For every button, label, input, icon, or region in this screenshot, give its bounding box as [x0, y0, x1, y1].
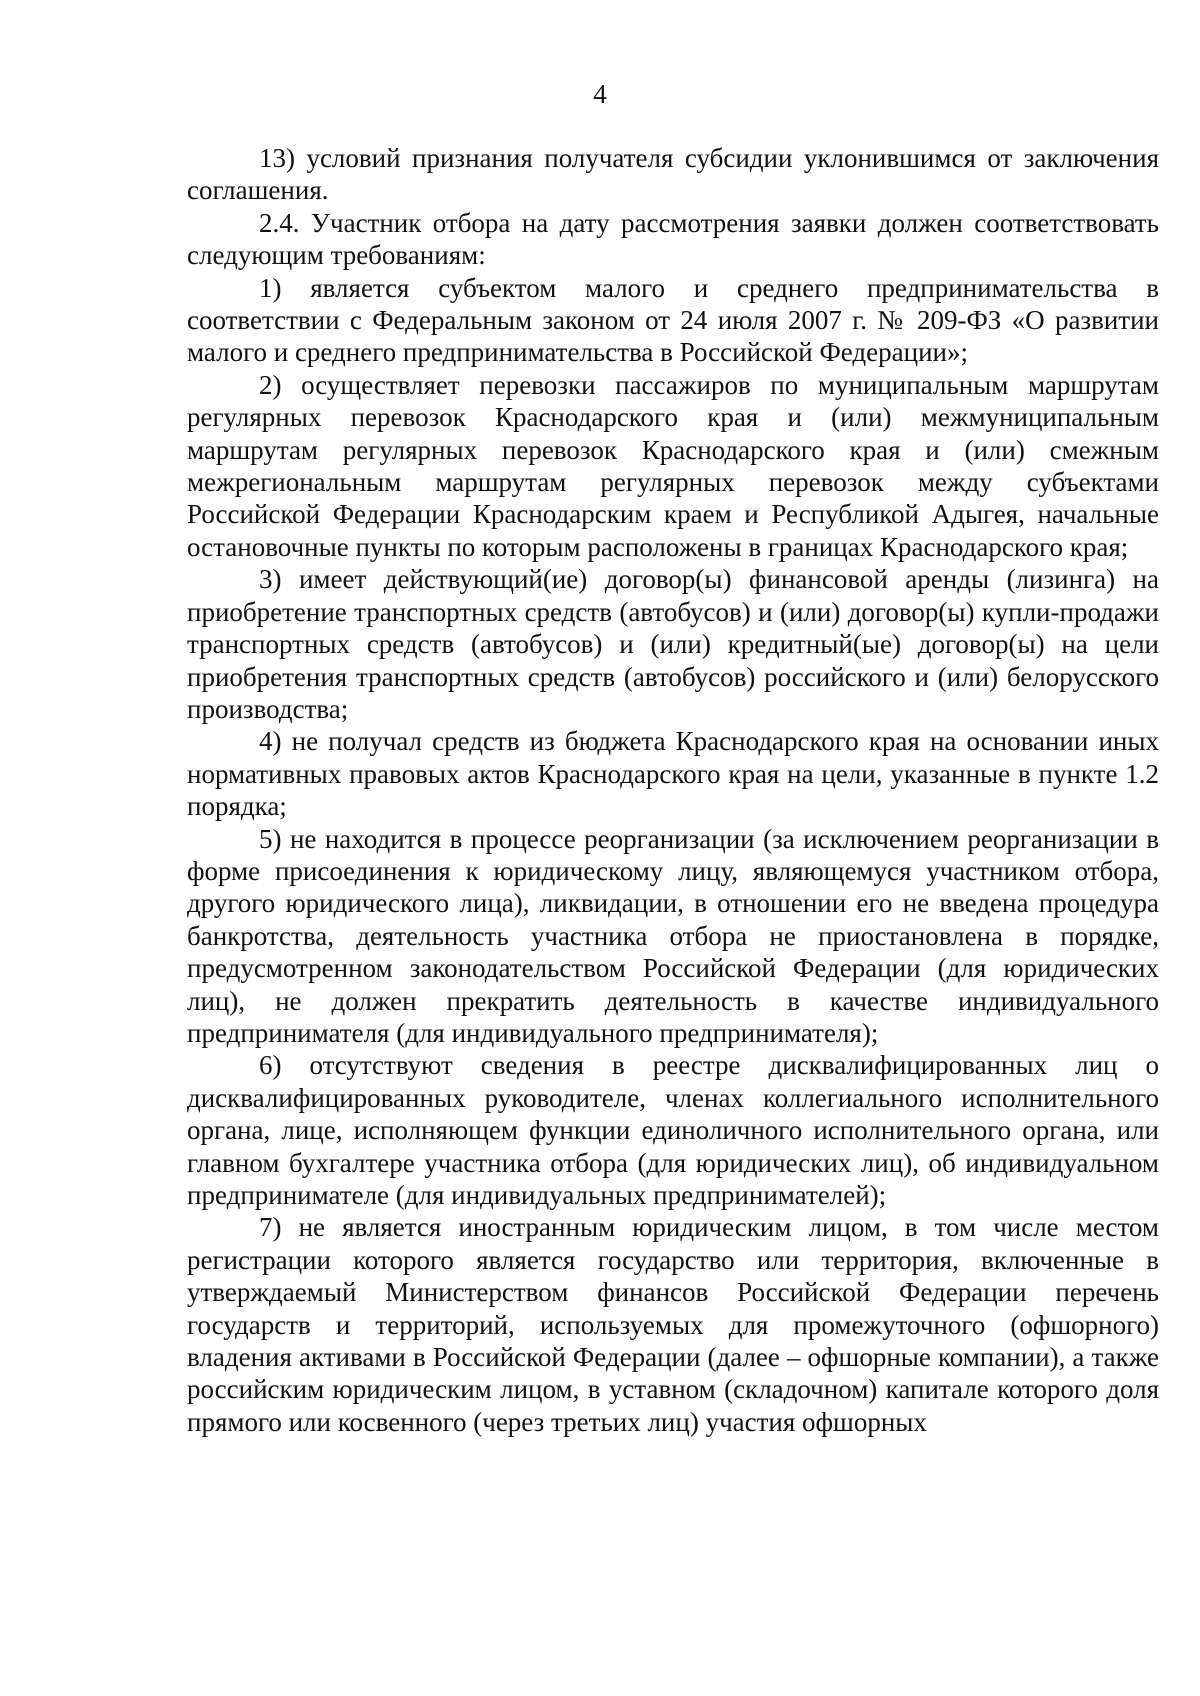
requirement-5-reorganization: 5) не находится в процессе реорганизации (за исключением реорганизации в форме присоединения к юридическому лицу, являющемуся участником отбора, другого юридического лица), ликвидации, в отношении его не введена процедура банкротства, деятельность участника отбора не приостановлена в порядке, предусмотренном законодательством Российской Федерации (для юридических лиц), не должен прекратить деятельность в качестве индивидуального предпринимателя (для индивидуального предпринимателя); — [187, 823, 1159, 1048]
page-number: 4 — [593, 79, 607, 109]
document-body — [187, 142, 1159, 1438]
requirement-1-sme: 1) является субъектом малого и среднего предпринимательства в соответствии с Федеральным законом от 24 июля 2007 г. № 209-ФЗ «О развитии малого и среднего предпринимательства в Российской Федерации»; — [187, 272, 1159, 368]
paragraph-2-4-requirements: 2.4. Участник отбора на дату рассмотрения заявки должен соответствовать следующим требованиям: — [187, 207, 1159, 271]
requirement-7-offshore: 7) не является иностранным юридическим лицом, в том числе местом регистрации которого является государство или территория, включенные в утверждаемый Министерством финансов Российской Федерации перечень государств и территорий, используемых для промежуточного (офшорного) владения активами в Российской Федерации (далее – офшорные компании), а также российским юридическим лицом, в уставном (складочном) капитале которого доля прямого или косвенного (через третьих лиц) участия офшорных — [187, 1212, 1159, 1437]
requirement-4-budget: 4) не получал средств из бюджета Краснодарского края на основании иных нормативных правовых актов Краснодарского края на цели, указанные в пункте 1.2 порядка; — [187, 726, 1159, 822]
paragraph-13-conditions: 13) условий признания получателя субсидии уклонившимся от заключения соглашения. — [187, 143, 1159, 206]
requirement-3-contracts: 3) имеет действующий(ие) договор(ы) финансовой аренды (лизинга) на приобретение транспортных средств (автобусов) и (или) договор(ы) купли-продажи транспортных средств (автобусов) и (или) кредитный(ые) договор(ы) на цели приобретения транспортных средств (автобусов) российского и (или) белорусского производства; — [187, 564, 1159, 724]
requirement-2-routes: 2) осуществляет перевозки пассажиров по муниципальным маршрутам регулярных перевозок Краснодарского края и (или) межмуниципальным маршрутам регулярных перевозок Краснодарского края и (или) смежным межрегиональным маршрутам регулярных перевозок между субъектами Российской Федерации Краснодарским краем и Республикой Адыгея, начальные остановочные пункты по которым расположены в границах Краснодарского края; — [187, 369, 1159, 562]
requirement-6-disqualified: 6) отсутствуют сведения в реестре дисквалифицированных лиц о дисквалифицированных руководителе, членах коллегиального исполнительного органа, лице, исполняющем функции единоличного исполнительного органа, или главном бухгалтере участника отбора (для юридических лиц), об индивидуальном предпринимателе (для индивидуальных предпринимателей); — [187, 1050, 1159, 1210]
